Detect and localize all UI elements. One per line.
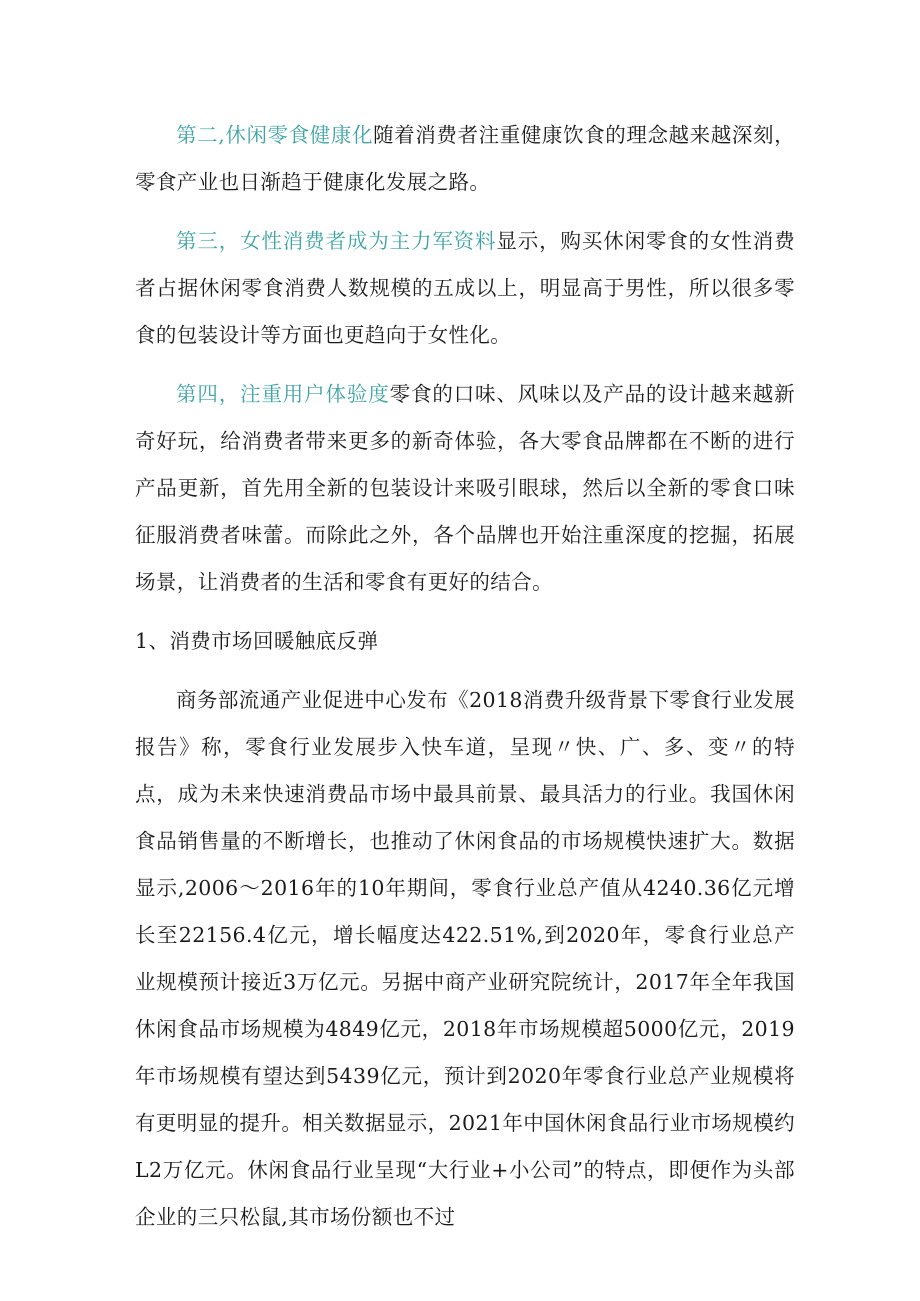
paragraph-female-consumers <box>135 218 795 359</box>
paragraph-health-trend <box>135 112 795 206</box>
paragraph-lead-highlight: 第二,休闲零食健康化 <box>176 123 374 147</box>
paragraph-lead-highlight: 第四，注重用户体验度 <box>176 382 390 406</box>
document-body <box>135 112 795 1241</box>
paragraph-market-rebound: 商务部流通产业促进中心发布《2018消费升级背景下零食行业发展报告》称，零食行业发展步入快车道，呈现〃快、广、多、变〃的特点，成为未来快速消费品市场中最具前景、最具活力的行业。我国休闲食品销售量的不断增长，也推动了休闲食品的市场规模快速扩大。数据显示,2006～2016年的10年期间，零食行业总产值从4240.36亿元增长至22156.4亿元，增长幅度达422.51%,到2020年，零食行业总产业规模预计接近3万亿元。另据中商产业研究院统计，2017年全年我国休闲食品市场规模为4849亿元，2018年市场规模超5000亿元，2019年市场规模有望达到5439亿元，预计到2020年零食行业总产业规模将有更明显的提升。相关数据显示，2021年中国休闲食品行业市场规模约L2万亿元。休闲食品行业呈现“大行业+小公司”的特点，即便作为头部企业的三只松鼠,其市场份额也不过 <box>135 688 795 1229</box>
paragraph-user-experience <box>135 371 795 606</box>
paragraph-text: 零食的口味、风味以及产品的设计越来越新奇好玩，给消费者带来更多的新奇体验，各大零食品牌都在不断的进行产品更新，首先用全新的包装设计来吸引眼球，然后以全新的零食口味征服消费者味蕾。而除此之外，各个品牌也开始注重深度的挖掘，拓展场景，让消费者的生活和零食有更好的结合。 <box>135 382 795 594</box>
section-heading: 1、消费市场回暖触底反弹 <box>135 629 379 653</box>
paragraph-text: 随着消费者注重健康饮食的理念越来越深刻，零食产业也日渐趋于健康化发展之路。 <box>135 123 795 194</box>
paragraph-text: 显示，购买休闲零食的女性消费者占据休闲零食消费人数规模的五成以上，明显高于男性，所以很多零食的包装设计等方面也更趋向于女性化。 <box>135 229 795 347</box>
paragraph-lead-highlight: 第三，女性消费者成为主力军资料 <box>176 229 497 253</box>
